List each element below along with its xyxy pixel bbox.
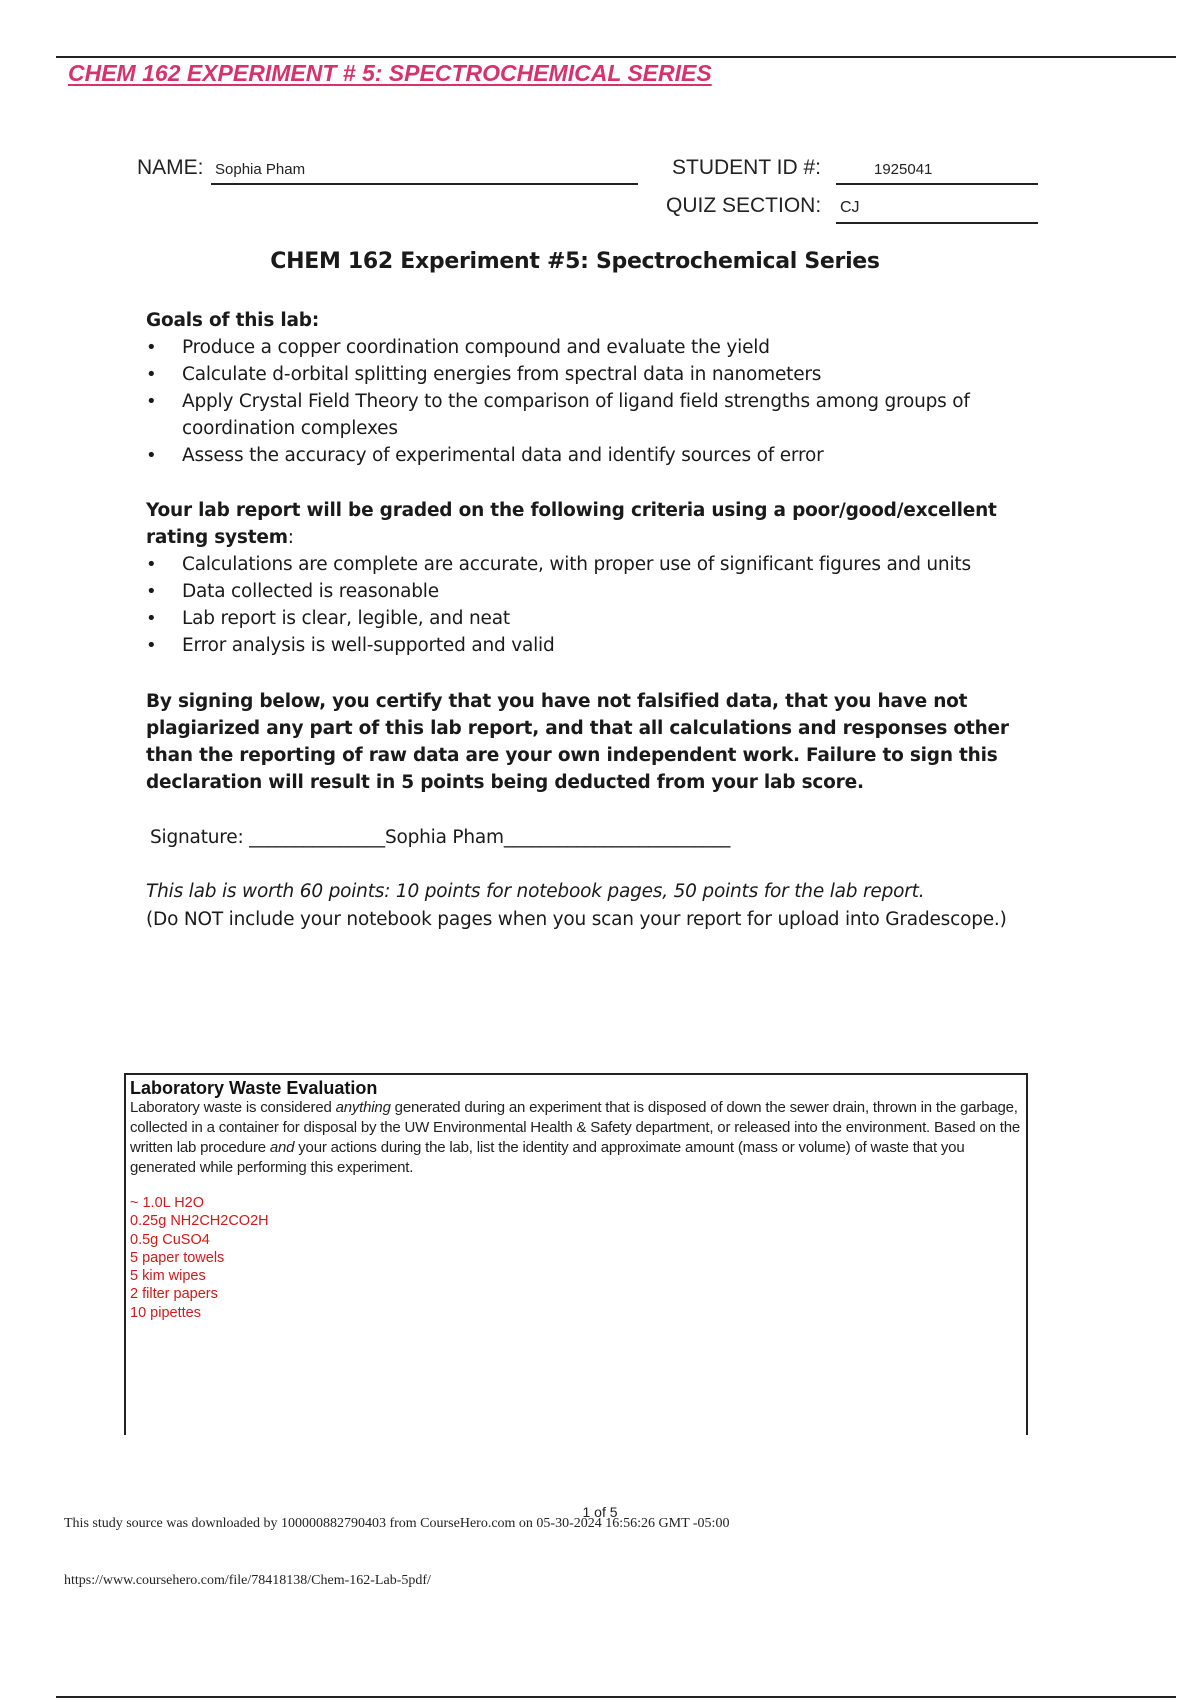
list-item: • Apply Crystal Field Theory to the comparison of ligand field strengths among groups of coordination complexes bbox=[146, 388, 1026, 442]
list-item: • Data collected is reasonable bbox=[146, 578, 1016, 605]
criteria-title-suffix: : bbox=[287, 527, 294, 548]
name-value: Sophia Pham bbox=[215, 161, 306, 178]
source-url[interactable]: https://www.coursehero.com/file/78418138/Chem-162-Lab-5pdf/ bbox=[64, 1573, 431, 1588]
signature-blank-trail: _________________________ bbox=[503, 827, 731, 848]
signature-blank-lead: _______________ bbox=[249, 827, 385, 848]
list-item: • Lab report is clear, legible, and neat bbox=[146, 605, 1016, 632]
list-item: 5 kim wipes bbox=[130, 1268, 206, 1285]
list-item: • Assess the accuracy of experimental data and identify sources of error bbox=[146, 442, 1026, 469]
waste-text-emphasis: anything bbox=[335, 1099, 391, 1116]
goals-list bbox=[146, 334, 1026, 469]
list-item: • Calculate d-orbital splitting energies from spectral data in nanometers bbox=[146, 361, 1026, 388]
list-item: ~ 1.0L H2O bbox=[130, 1195, 205, 1211]
waste-text-emphasis: and bbox=[269, 1139, 295, 1156]
upload-note: (Do NOT include your notebook pages when you scan your report for upload into Gradescope.) bbox=[146, 909, 1007, 930]
criteria-title: Your lab report will be graded on the following criteria using a poor/good/excellent rating system bbox=[146, 500, 997, 548]
list-item: 0.5g CuSO4 bbox=[130, 1231, 210, 1248]
quiz-section-underline bbox=[836, 222, 1038, 224]
document-heading: CHEM 162 Experiment #5: Spectrochemical Series bbox=[270, 249, 880, 274]
student-id-underline bbox=[836, 183, 1038, 185]
quiz-section-label: QUIZ SECTION: bbox=[666, 194, 822, 217]
list-item: 10 pipettes bbox=[130, 1304, 201, 1321]
student-id-value: 1925041 bbox=[874, 161, 933, 178]
signature-label: Signature: bbox=[150, 827, 244, 848]
page-title: CHEM 162 EXPERIMENT # 5: SPECTROCHEMICAL SERIES bbox=[68, 60, 712, 86]
signature-value: Sophia Pham bbox=[384, 827, 504, 848]
download-source-note: This study source was downloaded by 100000882790403 from CourseHero.com on 05-30-2024 16:56:26 GMT -05:00 bbox=[64, 1516, 730, 1531]
list-item: • Calculations are complete are accurate, with proper use of significant figures and units bbox=[146, 551, 1016, 578]
worth-note: This lab is worth 60 points: 10 points for notebook pages, 50 points for the lab report. bbox=[146, 881, 925, 902]
goals-section bbox=[146, 307, 1026, 469]
waste-list bbox=[130, 1194, 1022, 1322]
criteria-section bbox=[146, 497, 1016, 659]
waste-text-part: Laboratory waste is considered bbox=[130, 1099, 336, 1116]
waste-text-part: your actions during the lab, list the identity and approximate amount (mass or volume) of waste that you generated while performing this experiment. bbox=[130, 1139, 965, 1176]
page-indicator: 1 of 5 bbox=[582, 1504, 618, 1520]
student-id-label: STUDENT ID #: bbox=[672, 156, 821, 179]
list-item: 5 paper towels bbox=[130, 1249, 225, 1266]
waste-evaluation-box bbox=[124, 1073, 1028, 1435]
waste-text-part: generated during an experiment that is disposed of down the sewer drain, thrown in the garbage, collected in a container for disposal by the UW Environmental Health & Safety department, or released into the environment. Based on the written lab procedure bbox=[130, 1099, 1020, 1156]
list-item: 2 filter papers bbox=[130, 1286, 218, 1303]
certification-text: By signing below, you certify that you have not falsified data, that you have not plagiarized any part of this lab report, and that all calculations and responses other than the reporting of raw data are your own independent work. Failure to sign this declaration will result in 5 points being deducted from your lab score. bbox=[146, 691, 1009, 793]
list-item: • Error analysis is well-supported and valid bbox=[146, 632, 1016, 659]
waste-description bbox=[130, 1098, 1022, 1178]
criteria-list bbox=[146, 551, 1016, 659]
list-item: • Produce a copper coordination compound and evaluate the yield bbox=[146, 334, 1026, 361]
signature-line bbox=[150, 824, 730, 851]
bottom-rule bbox=[56, 1696, 1176, 1698]
waste-title: Laboratory Waste Evaluation bbox=[130, 1078, 378, 1098]
top-rule bbox=[56, 56, 1176, 58]
quiz-section-value: CJ bbox=[840, 199, 860, 216]
criteria-title-row bbox=[146, 497, 1016, 551]
list-item: 0.25g NH2CH2CO2H bbox=[130, 1213, 269, 1230]
name-label: NAME: bbox=[137, 156, 204, 179]
goals-title: Goals of this lab: bbox=[146, 310, 320, 331]
name-underline bbox=[211, 183, 638, 185]
